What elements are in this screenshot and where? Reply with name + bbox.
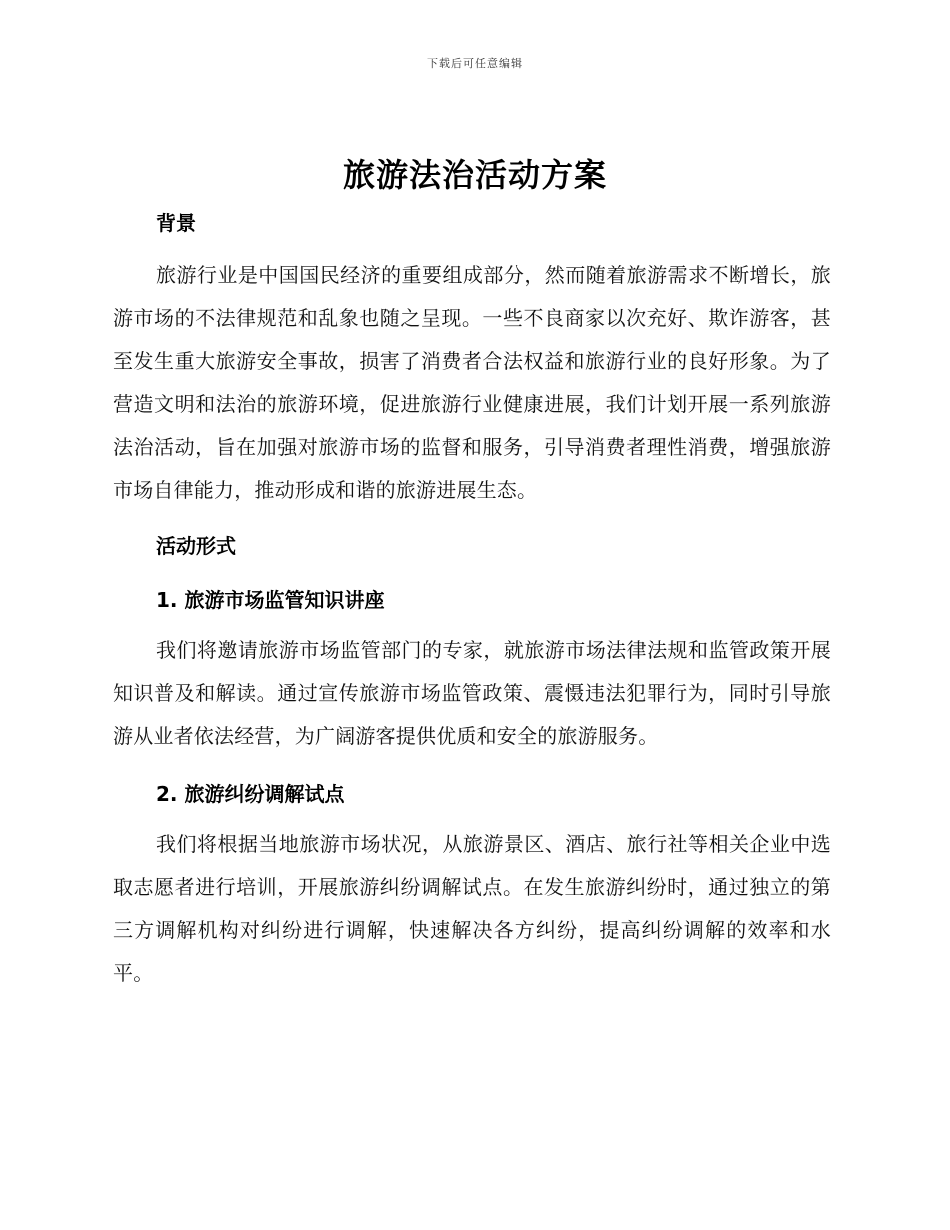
document-title: 旅游法治活动方案 — [342, 156, 607, 194]
section-paragraph-background: 旅游行业是中国国民经济的重要组成部分，然而随着旅游需求不断增长，旅游市场的不法律规范和乱象也随之呈现。一些不良商家以次充好、欺诈游客，甚至发生重大旅游安全事故，损害了消费者合法权益和旅游行业的良好形象。为了营造文明和法治的旅游环境，促进旅游行业健康进展，我们计划开展一系列旅游法治活动，旨在加强对旅游市场的监督和服务，引导消费者理性消费，增强旅游市场自律能力，推动形成和谐的旅游进展生态。 — [113, 263, 831, 502]
section-paragraph-lecture: 我们将邀请旅游市场监管部门的专家，就旅游市场法律法规和监管政策开展知识普及和解读。通过宣传旅游市场监管政策、震慑违法犯罪行为，同时引导旅游从业者依法经营，为广阔游客提供优质和安全的旅游服务。 — [113, 638, 831, 748]
section-heading-activity-forms: 活动形式 — [156, 534, 236, 558]
header-note: 下载后可任意编辑 — [427, 57, 523, 70]
section-heading-background: 背景 — [156, 211, 196, 235]
section-heading-mediation: 2. 旅游纠纷调解试点 — [156, 782, 345, 806]
section-paragraph-mediation: 我们将根据当地旅游市场状况，从旅游景区、酒店、旅行社等相关企业中选取志愿者进行培训，开展旅游纠纷调解试点。在发生旅游纠纷时，通过独立的第三方调解机构对纠纷进行调解，快速解决各方纠纷，提高纠纷调解的效率和水平。 — [113, 832, 831, 985]
section-heading-lecture: 1. 旅游市场监管知识讲座 — [156, 588, 385, 612]
document-body — [113, 0, 831, 1230]
